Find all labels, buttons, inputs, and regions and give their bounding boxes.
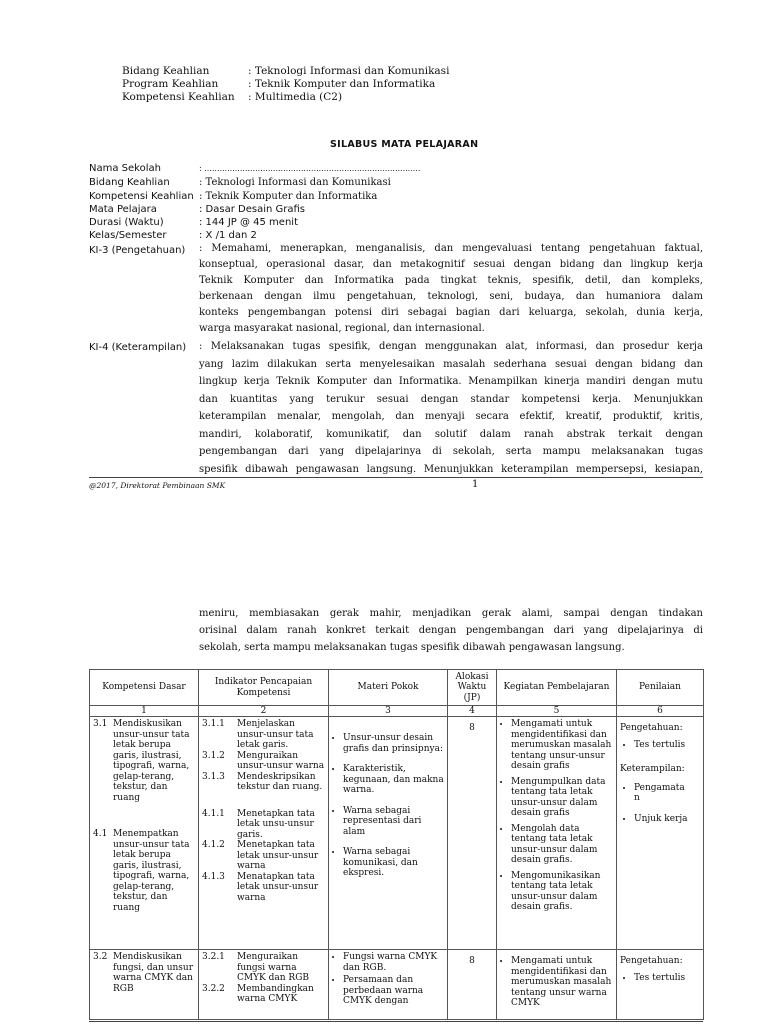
kegiatan-cell xyxy=(497,950,617,1020)
materi-item: • Persamaan dan perbedaan warna CMYK dengan xyxy=(343,975,444,1007)
info-label: Durasi (Waktu) xyxy=(89,217,164,228)
ki4-line: yang lazim dilakukan serta menyelesaikan masalah sederhana sesuai dengan bidang dan xyxy=(199,358,703,370)
program-header xyxy=(122,65,522,105)
indicator-item xyxy=(202,872,325,904)
indicator-item xyxy=(202,809,325,841)
indicator-text: Menatapkan tata letak unsur-unsur warna xyxy=(237,871,319,903)
footer-copyright: @2017, Direktorat Pembinaan SMK xyxy=(89,481,226,490)
info-label: Kompetensi Keahlian xyxy=(89,191,194,202)
penilaian-pengetahuan-list xyxy=(620,973,700,984)
indicator-text: Menguraikan unsur-unsur warna xyxy=(237,750,325,771)
kd-cell xyxy=(90,717,199,950)
materi-list xyxy=(332,952,444,1007)
kegiatan-item: • Mengumpulkan data tentang tata letak unsur-unsur dalam desain grafis xyxy=(511,777,613,819)
kegiatan-item: • Mengamati untuk mengidentifikasi dan merumuskan masalah tentang unsur-unsur desain grafis xyxy=(511,719,613,772)
col-number: 2 xyxy=(199,706,329,717)
materi-list xyxy=(332,733,444,879)
indicator-number: 4.1.2 xyxy=(202,840,225,850)
indicator-number: 4.1.1 xyxy=(202,808,225,819)
kegiatan-cell xyxy=(497,717,617,950)
identity-block xyxy=(89,162,709,242)
ki4-line: spesifik dibawah pengawasan langsung. Menunjukkan keterampilan mempersepsi, kesiapan, xyxy=(199,463,703,475)
header-label: Program Keahlian xyxy=(122,78,219,90)
ki3-line: berkenaan dengan ilmu pengetahuan, teknologi, seni, budaya, dan humaniora dalam xyxy=(199,291,703,302)
ki4-line: dan kuantitas yang terukur sesuai dengan standar kompetensi kerja. Menunjukkan xyxy=(199,393,703,405)
kegiatan-item: • Mengamati untuk mengidentifikasi dan merumuskan masalah tentang unsur warna CMYK xyxy=(511,956,613,1009)
ki4-line: : Melaksanakan tugas spesifik, dengan menggunakan alat, informasi, dan prosedur kerja xyxy=(199,341,703,352)
ki3-label: KI-3 (Pengetahuan) xyxy=(89,245,186,256)
indicator-item xyxy=(202,840,325,872)
materi-item: • Karakteristik, kegunaan, dan makna warna. xyxy=(343,764,444,796)
materi-item: • Fungsi warna CMYK dan RGB. xyxy=(343,952,444,973)
indicator-text: Membandingkan warna CMYK xyxy=(237,983,314,1004)
header-value: : Teknik Komputer dan Informatika xyxy=(248,78,436,90)
ki4-line: pengembangan dari yang dipelajarinya di sekolah, serta mampu melaksanakan tugas xyxy=(199,446,703,457)
kd-item xyxy=(93,952,195,994)
ki4-line: mandiri, kolaboratif, komunikatif, dan solutif dalam ranah abstrak terkait dengan xyxy=(199,428,703,440)
jp-cell: 8 xyxy=(448,717,497,950)
ki4-line: lingkup kerja Teknik Komputer dan Informatika. Menampilkan kinerja mandiri dengan mutu xyxy=(199,376,703,387)
kd-text: Mendiskusikan unsur-unsur tata letak berupa garis, ilustrasi, tipografi, warna, gelap-terang, tekstur, dan ruang xyxy=(113,719,190,803)
indicator-number: 3.1.3 xyxy=(202,771,225,782)
penilaian-item: • Pengamata n xyxy=(634,783,684,804)
table-header-row xyxy=(90,670,704,706)
col-header: Indikator Pencapaian Kompetensi xyxy=(199,670,329,706)
kegiatan-item: • Mengomunikasikan tentang tata letak unsur-unsur dalam desain grafis. xyxy=(511,871,613,913)
info-value: : Teknik Komputer dan Informatika xyxy=(199,191,378,202)
col-number: 5 xyxy=(497,706,617,717)
col-header: Alokasi Waktu (JP) xyxy=(448,670,497,706)
kd-number: 4.1 xyxy=(93,829,108,839)
indicator-text: Menetapkan tata letak unsur-unsur warna xyxy=(237,840,319,871)
header-label: Bidang Keahlian xyxy=(122,65,210,77)
materi-item: • Warna sebagai representasi dari alam xyxy=(343,806,444,838)
indicator-text: Menetapkan tata letak unsu-unsur garis. xyxy=(237,808,315,840)
table-row xyxy=(90,950,704,1020)
indicator-number: 3.1.2 xyxy=(202,750,225,761)
document-title: SILABUS MATA PELAJARAN xyxy=(330,139,479,150)
kegiatan-list xyxy=(500,719,613,913)
col-number: 3 xyxy=(329,706,448,717)
table-row xyxy=(90,717,704,950)
penilaian-cell xyxy=(617,717,704,950)
indicator-number: 4.1.3 xyxy=(202,871,225,882)
continuation-line: orisinal dalam ranah konkret terkait dengan pengembangan dari yang dipelajarinya di xyxy=(199,625,703,636)
kd-item xyxy=(93,829,195,913)
penilaian-keterampilan-list xyxy=(620,783,700,825)
ki3-line: Teknik Komputer dan Informatika pada tingkat teknis, spesifik, detil, dan kompleks, xyxy=(199,275,703,286)
jp-cell: 8 xyxy=(448,950,497,1020)
indicator-cell xyxy=(199,950,329,1020)
penilaian-keterampilan-label: Keterampilan: xyxy=(620,764,685,774)
kegiatan-item: • Mengolah data tentang tata letak unsur-unsur dalam desain grafis. xyxy=(511,824,613,866)
indicator-number: 3.2.2 xyxy=(202,983,225,994)
ki4-continuation xyxy=(199,605,703,656)
materi-cell xyxy=(329,717,448,950)
header-value: : Multimedia (C2) xyxy=(248,91,343,103)
header-value: : Teknologi Informasi dan Komunikasi xyxy=(248,65,450,77)
indicator-text: Mendeskripsikan tekstur dan ruang. xyxy=(237,771,323,792)
info-value: : Teknologi Informasi dan Komunikasi xyxy=(199,177,391,188)
info-label: Nama Sekolah xyxy=(89,163,161,174)
kd-cell xyxy=(90,950,199,1020)
header-label: Kompetensi Keahlian xyxy=(122,91,235,103)
ki3-line: konteks pengembangan potensi diri sebagai bagian dari keluarga, sekolah, dunia kerja, xyxy=(199,307,703,318)
indicator-cell xyxy=(199,717,329,950)
indicator-item xyxy=(202,984,325,1005)
kegiatan-list xyxy=(500,956,613,1009)
col-header: Kegiatan Pembelajaran xyxy=(497,670,617,706)
info-label: Kelas/Semester xyxy=(89,230,167,241)
footer-rule xyxy=(89,477,703,478)
kd-number: 3.1 xyxy=(93,719,108,729)
kd-text: Mendiskusikan fungsi, dan unsur warna CMYK dan RGB xyxy=(113,952,193,994)
indicator-number: 3.1.1 xyxy=(202,719,225,729)
info-value: : ..................................................................................... xyxy=(199,164,421,173)
penilaian-pengetahuan-list xyxy=(620,740,700,751)
ki4-line: keterampilan menalar, mengolah, dan menyaji secara efektif, kreatif, produktif, kritis, xyxy=(199,411,703,422)
penilaian-item: • Unjuk kerja xyxy=(634,814,700,825)
kd-number: 3.2 xyxy=(93,952,108,962)
col-number: 1 xyxy=(90,706,199,717)
info-value: : Dasar Desain Grafis xyxy=(199,204,305,215)
col-header: Materi Pokok xyxy=(329,670,448,706)
column-number-row xyxy=(90,706,704,717)
penilaian-cell xyxy=(617,950,704,1020)
indicator-item xyxy=(202,952,325,984)
penilaian-pengetahuan-label: Pengetahuan: xyxy=(620,723,683,733)
page-number: 1 xyxy=(472,479,479,490)
syllabus-table xyxy=(89,669,704,1020)
continuation-line: meniru, membiasakan gerak mahir, menjadikan gerak alami, sampai dengan tindakan xyxy=(199,608,703,619)
materi-cell xyxy=(329,950,448,1020)
continuation-line: sekolah, serta mampu melaksanakan tugas spesifik dibawah pengawasan langsung. xyxy=(199,642,625,653)
col-header: Kompetensi Dasar xyxy=(90,670,199,706)
indicator-item xyxy=(202,751,325,772)
col-number: 4 xyxy=(448,706,497,717)
indicator-text: Menguraikan fungsi warna CMYK dan RGB xyxy=(237,952,309,983)
bottom-rule xyxy=(89,1021,703,1022)
ki4-text xyxy=(199,338,703,478)
indicator-item xyxy=(202,772,325,793)
materi-item: • Unsur-unsur desain grafis dan prinsipnya: xyxy=(343,733,444,754)
penilaian-item: • Tes tertulis xyxy=(634,740,700,751)
indicator-item xyxy=(202,719,325,751)
ki3-line: konseptual, operasional dasar, dan metakognitif sesuai dengan bidang dan lingkup kerja xyxy=(199,259,703,270)
materi-item: • Warna sebagai komunikasi, dan ekspresi. xyxy=(343,847,444,879)
ki3-line: warga masyarakat nasional, regional, dan internasional. xyxy=(199,323,485,334)
info-value: : X /1 dan 2 xyxy=(199,230,257,241)
ki3-text xyxy=(199,241,703,337)
col-header: Penilaian xyxy=(617,670,704,706)
info-label: Bidang Keahlian xyxy=(89,177,170,188)
kd-text: Menempatkan unsur-unsur tata letak berupa garis, ilustrasi, tipografi, warna, gelap-terang, tekstur, dan ruang xyxy=(113,829,190,913)
penilaian-item: • Tes tertulis xyxy=(634,973,700,984)
col-number: 6 xyxy=(617,706,704,717)
penilaian-pengetahuan-label: Pengetahuan: xyxy=(620,956,683,966)
info-label: Mata Pelajara xyxy=(89,204,157,215)
indicator-text: Menjelaskan unsur-unsur tata letak garis. xyxy=(237,719,314,750)
ki4-label: KI-4 (Keterampilan) xyxy=(89,342,187,353)
indicator-number: 3.2.1 xyxy=(202,952,225,962)
ki3-line: : Memahami, menerapkan, menganalisis, dan mengevaluasi tentang pengetahuan faktual, xyxy=(199,243,703,254)
kd-item xyxy=(93,719,195,803)
info-value: : 144 JP @ 45 menit xyxy=(199,217,298,228)
